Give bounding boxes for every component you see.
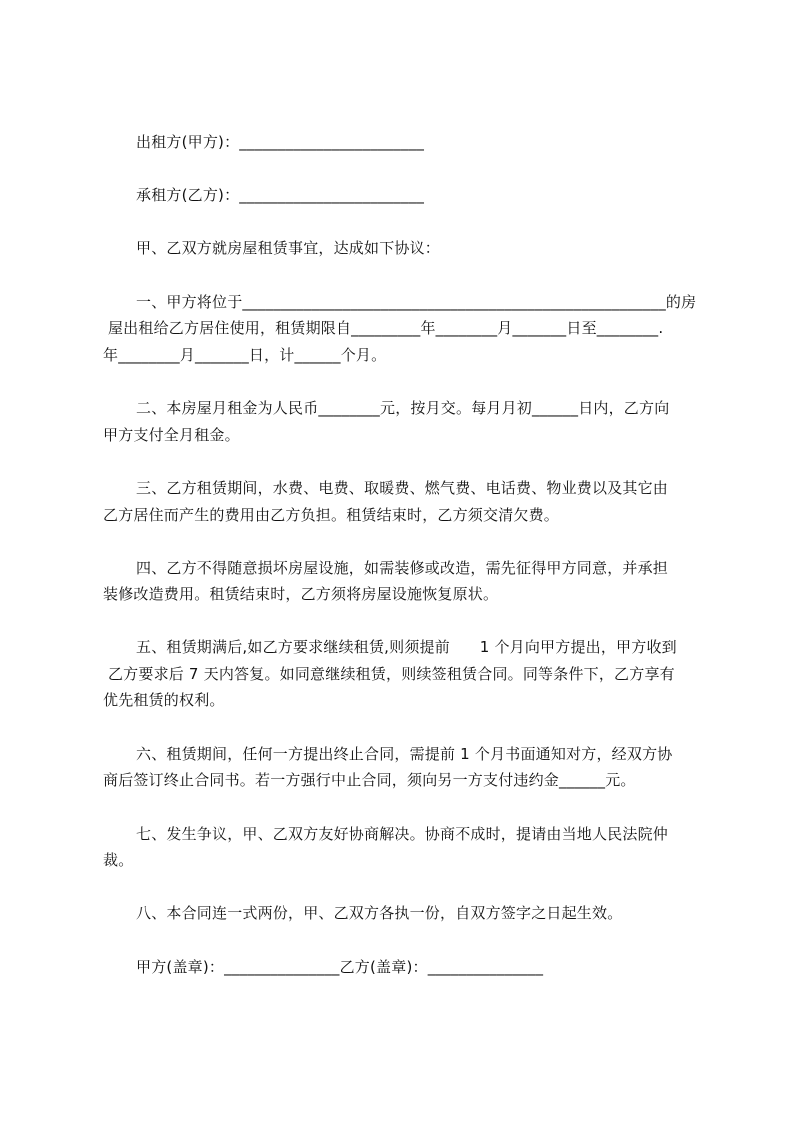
clause7-line1: 七、发生争议，甲、乙双方友好协商解决。协商不成时，提请由当地人民法院仲	[136, 825, 669, 843]
clause2-line1: 二、本房屋月租金为人民币________元，按月交。每月月初______日内，乙方向	[136, 399, 670, 417]
clause5-line1: 五、租赁期满后,如乙方要求继续租赁,则须提前 1 个月向甲方提出，甲方收到	[136, 638, 677, 656]
clause4-line1: 四、乙方不得随意损坏房屋设施，如需装修或改造，需先征得甲方同意，并承担	[136, 559, 669, 577]
clause4-line2: 装修改造费用。租赁结束时，乙方须将房屋设施恢复原状。	[103, 585, 499, 603]
clause1-line3: 年________月_______日，计______个月。	[103, 346, 387, 364]
lessor-line: 出租方(甲方)：________________________	[136, 133, 425, 151]
clause6-line1: 六、租赁期间，任何一方提出终止合同，需提前 1 个月书面通知对方，经双方协	[136, 745, 673, 763]
clause1-line1: 一、甲方将位于_______________________________________________________的房	[136, 293, 697, 311]
clause1-line2: 屋出租给乙方居住使用，租赁期限自_________年________月_______日至________.	[103, 319, 664, 337]
clause6-line2: 商后签订终止合同书。若一方强行中止合同，须向另一方支付违约金______元。	[103, 771, 636, 789]
signature-line: 甲方(盖章)：_______________乙方(盖章)：_______________	[136, 958, 544, 976]
clause3-line2: 乙方居住而产生的费用由乙方负担。租赁结束时，乙方须交清欠费。	[103, 506, 560, 524]
clause8-line: 八、本合同连一式两份，甲、乙双方各执一份，自双方签字之日起生效。	[136, 904, 623, 922]
clause3-line1: 三、乙方租赁期间，水费、电费、取暖费、燃气费、电话费、物业费以及其它由	[136, 479, 669, 497]
lessee-line: 承租方(乙方)：________________________	[136, 186, 425, 204]
clause7-line2: 裁。	[103, 851, 134, 869]
clause5-line3: 优先租赁的权利。	[103, 691, 225, 709]
intro-line: 甲、乙双方就房屋租赁事宜，达成如下协议：	[136, 239, 441, 257]
clause5-line2: 乙方要求后 7 天内答复。如同意继续租赁，则续签租赁合同。同等条件下，乙方享有	[103, 665, 675, 683]
clause2-line2: 甲方支付全月租金。	[103, 426, 240, 444]
